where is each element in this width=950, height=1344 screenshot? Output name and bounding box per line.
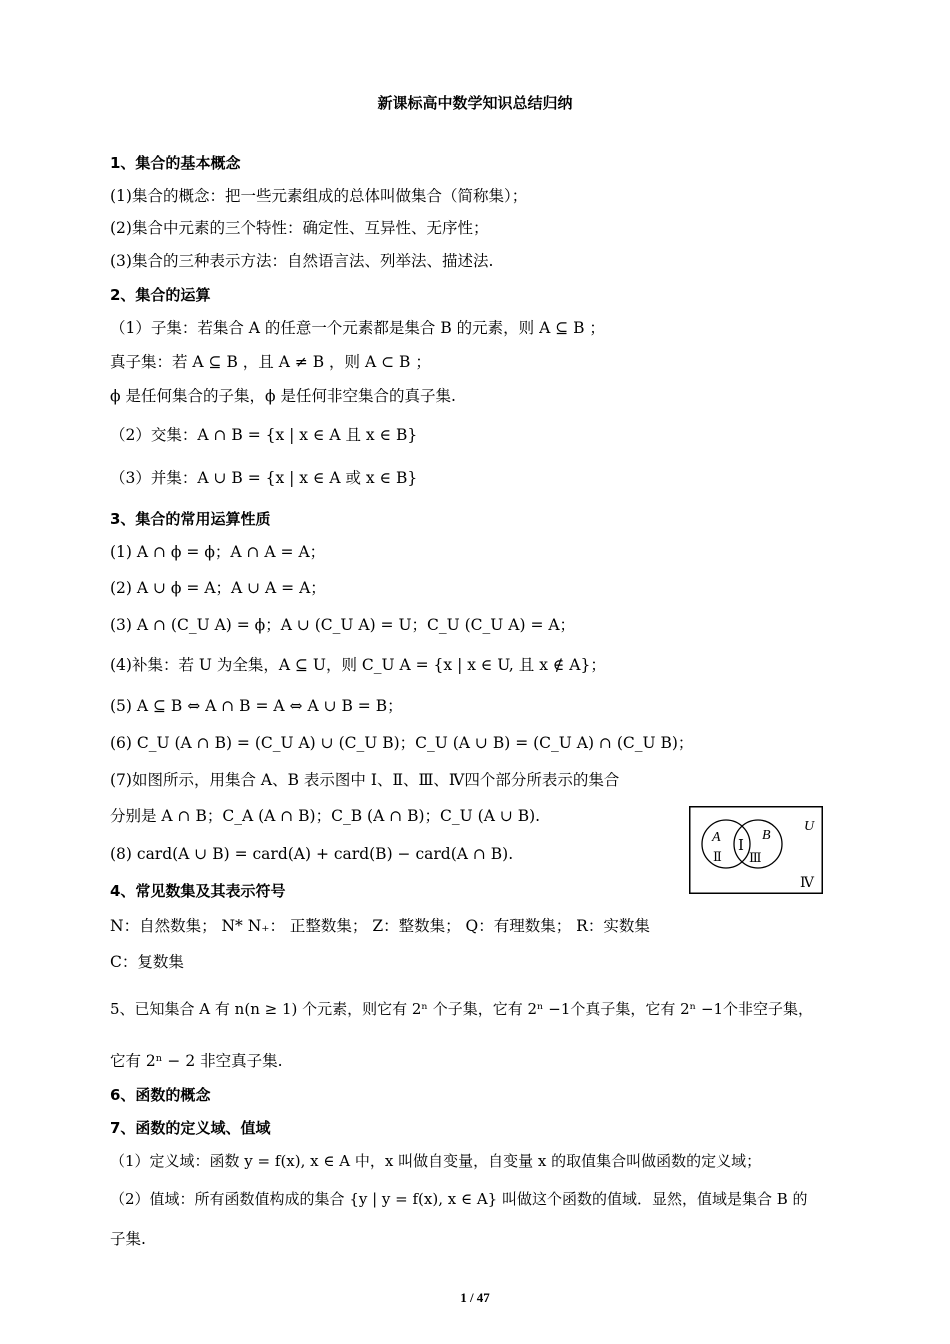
section-2-heading: 2、集合的运算 xyxy=(110,286,211,304)
formula-line: (2) A ∪ ϕ = A；A ∪ A = A； xyxy=(110,579,326,597)
formula-line: 分别是 A ∩ B；C_A (A ∩ B)；C_B (A ∩ B)；C_U (A ∪ B). xyxy=(110,807,541,825)
formula-line: （3）并集：A ∪ B = {x | x ∈ A 或 x ∈ B} xyxy=(110,469,418,487)
formula-line: (5) A ⊆ B ⇔ A ∩ B = A ⇔ A ∪ B = B； xyxy=(110,697,403,715)
text-line: (1)集合的概念：把一些元素组成的总体叫做集合（简称集）； xyxy=(110,187,528,205)
label-b: B xyxy=(762,828,771,843)
document-title: 新课标高中数学知识总结归纳 xyxy=(377,94,573,112)
text-line: (2)集合中元素的三个特性：确定性、互异性、无序性； xyxy=(110,219,489,237)
text-line: C：复数集 xyxy=(110,953,184,971)
formula-line: (4)补集：若 U 为全集，A ⊆ U，则 C_U A = {x | x ∈ U, 且 x ∉ A}； xyxy=(110,656,606,674)
region-3: Ⅲ xyxy=(749,851,762,866)
text-line: 子集. xyxy=(110,1230,146,1248)
formula-line: (3) A ∩ (C_U A) = ϕ；A ∪ (C_U A) = U；C_U (C_U A) = A； xyxy=(110,616,576,634)
region-1: Ⅰ xyxy=(738,836,744,854)
region-2: Ⅱ xyxy=(713,850,722,865)
text-line: (7)如图所示，用集合 A、B 表示图中 Ⅰ、Ⅱ、Ⅲ、Ⅳ四个部分所表示的集合 xyxy=(110,771,620,789)
text-line: ϕ 是任何集合的子集，ϕ 是任何非空集合的真子集. xyxy=(110,387,456,405)
section-5-line: 5、已知集合 A 有 n(n ≥ 1) 个元素，则它有 2ⁿ 个子集，它有 2ⁿ −1个真子集，它有 2ⁿ −1个非空子集， xyxy=(110,1000,814,1018)
formula-line: （2）交集：A ∩ B = {x | x ∈ A 且 x ∈ B} xyxy=(110,426,418,444)
region-4: Ⅳ xyxy=(800,875,814,891)
text-line: 它有 2ⁿ − 2 非空真子集. xyxy=(110,1052,283,1070)
text-line: （1）子集：若集合 A 的任意一个元素都是集合 B 的元素，则 A ⊆ B ； xyxy=(110,319,605,337)
formula-line: (8) card(A ∪ B) = card(A) + card(B) − card(A ∩ B). xyxy=(110,845,514,863)
text-line: (3)集合的三种表示方法：自然语言法、列举法、描述法. xyxy=(110,252,494,270)
section-7-heading: 7、函数的定义域、值域 xyxy=(110,1119,271,1137)
text-line: （1）定义域：函数 y = f(x), x ∈ A 中，x 叫做自变量，自变量 x 的取值集合叫做函数的定义域； xyxy=(110,1152,762,1170)
section-6-heading: 6、函数的概念 xyxy=(110,1086,211,1104)
text-line: （2）值域：所有函数值构成的集合 {y | y = f(x), x ∈ A} 叫做这个函数的值域．显然，值域是集合 B 的 xyxy=(110,1190,808,1208)
formula-line: (6) C_U (A ∩ B) = (C_U A) ∪ (C_U B)；C_U (A ∪ B) = (C_U A) ∩ (C_U B)； xyxy=(110,734,694,752)
label-u: U xyxy=(804,819,815,834)
formula-line: (1) A ∩ ϕ = ϕ；A ∩ A = A； xyxy=(110,543,326,561)
label-a: A xyxy=(712,830,721,845)
section-3-heading: 3、集合的常用运算性质 xyxy=(110,510,271,528)
venn-diagram xyxy=(689,806,823,894)
page-number: 1 / 47 xyxy=(460,1290,490,1305)
section-4-heading: 4、常见数集及其表示符号 xyxy=(110,882,286,900)
section-1-heading: 1、集合的基本概念 xyxy=(110,154,241,172)
text-line: 真子集：若 A ⊆ B ，且 A ≠ B ，则 A ⊂ B ； xyxy=(110,353,431,371)
text-line: N：自然数集； N* N₊： 正整数集； Z：整数集； Q：有理数集； R：实数集 xyxy=(110,917,650,935)
